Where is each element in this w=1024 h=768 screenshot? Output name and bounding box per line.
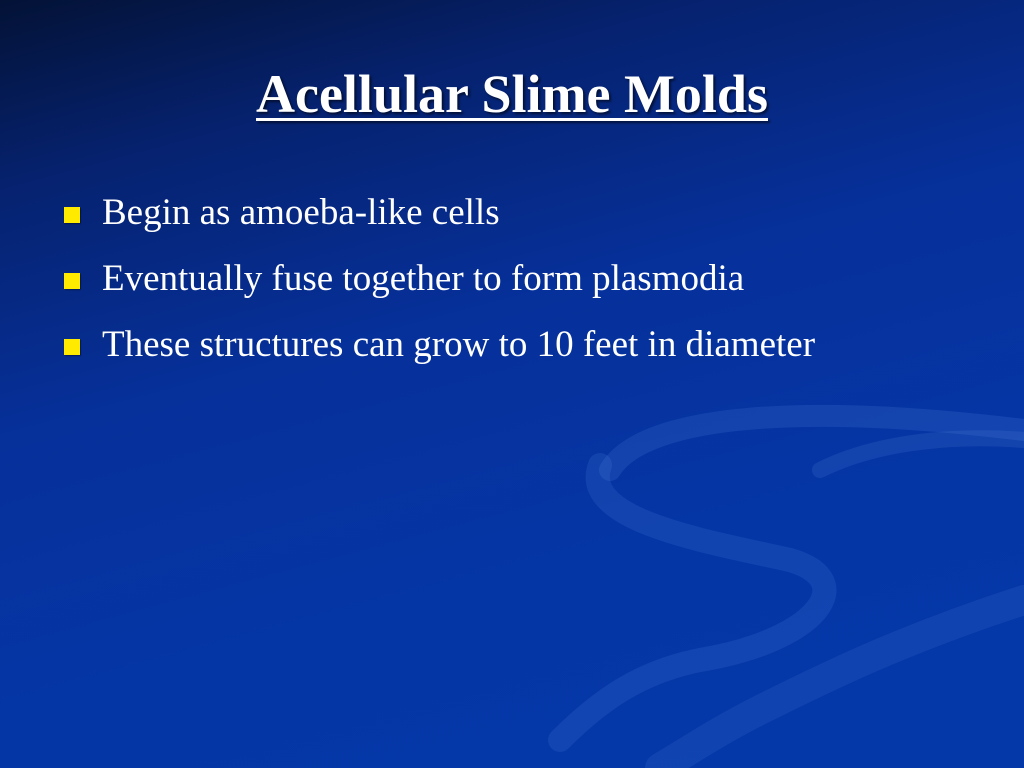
bullet-item — [62, 188, 1002, 238]
square-bullet-icon — [64, 207, 80, 223]
bullet-item — [62, 320, 1002, 370]
square-bullet-icon — [64, 339, 80, 355]
square-bullet-icon — [64, 273, 80, 289]
swirl-band-right — [820, 438, 1024, 470]
bullet-text: Begin as amoeba-like cells — [102, 192, 500, 233]
bullet-item — [62, 254, 1002, 304]
swirl-band-lower — [660, 600, 1024, 768]
bullet-text: These structures can grow to 10 feet in diameter — [102, 324, 816, 365]
bullet-list — [62, 188, 1002, 386]
slide-title: Acellular Slime Molds — [256, 64, 768, 124]
bullet-text: Eventually fuse together to form plasmodia — [102, 258, 745, 299]
